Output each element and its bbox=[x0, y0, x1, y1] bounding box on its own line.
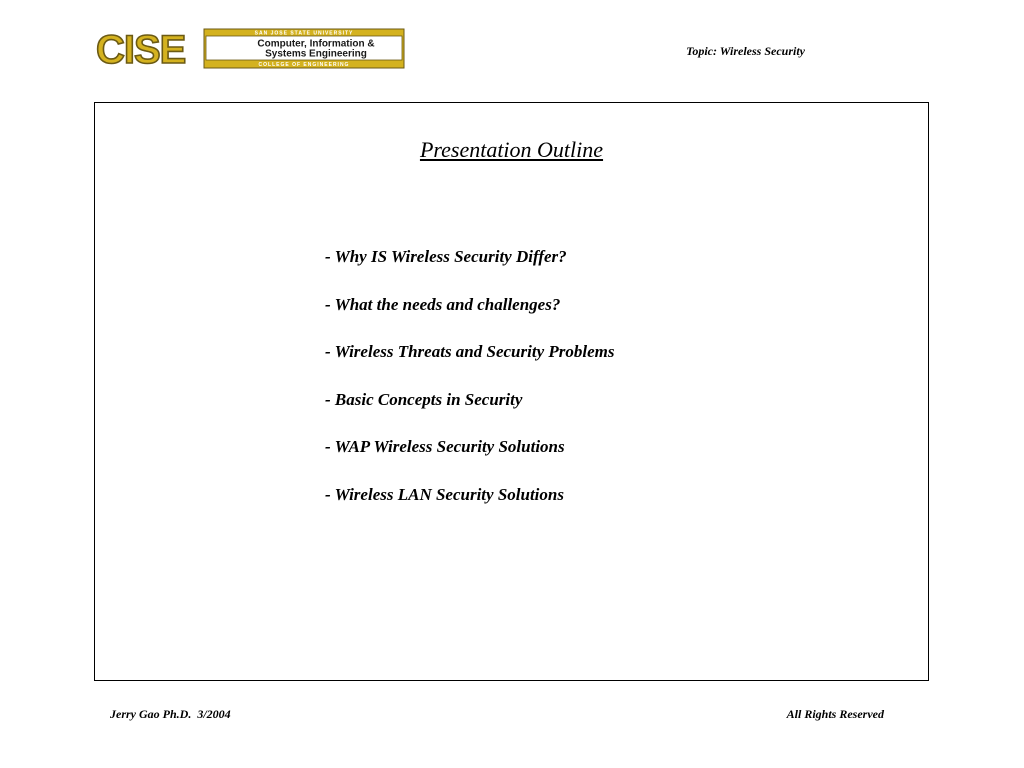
outline-item: - Basic Concepts in Security bbox=[325, 389, 523, 409]
outline-item: - Why IS Wireless Security Differ? bbox=[325, 247, 567, 266]
outline-item: - What the needs and challenges? bbox=[325, 294, 561, 314]
logo-department-line1: Computer, Information & bbox=[257, 38, 375, 50]
outline-item: - Wireless LAN Security Solutions bbox=[325, 484, 564, 504]
outline-item: - Wireless Threats and Security Problems bbox=[325, 342, 615, 362]
logo-department-line2: Systems Engineering bbox=[265, 48, 367, 60]
cise-logo bbox=[94, 26, 406, 70]
slide-title: Presentation Outline bbox=[419, 137, 604, 162]
cise-logo-graphic bbox=[94, 26, 406, 70]
logo-letters: CISE bbox=[96, 28, 186, 70]
footer-author: Jerry Gao Ph.D. 3/2004 bbox=[110, 707, 231, 721]
logo-university: SAN JOSE STATE UNIVERSITY bbox=[254, 30, 354, 37]
logo-college: COLLEGE OF ENGINEERING bbox=[258, 62, 350, 68]
outline-item: - WAP Wireless Security Solutions bbox=[325, 437, 565, 457]
topic-label: Topic: Wireless Security bbox=[686, 44, 805, 58]
slide-content-frame bbox=[94, 102, 929, 681]
footer-rights: All Rights Reserved bbox=[786, 707, 884, 721]
outline-list bbox=[325, 247, 614, 533]
